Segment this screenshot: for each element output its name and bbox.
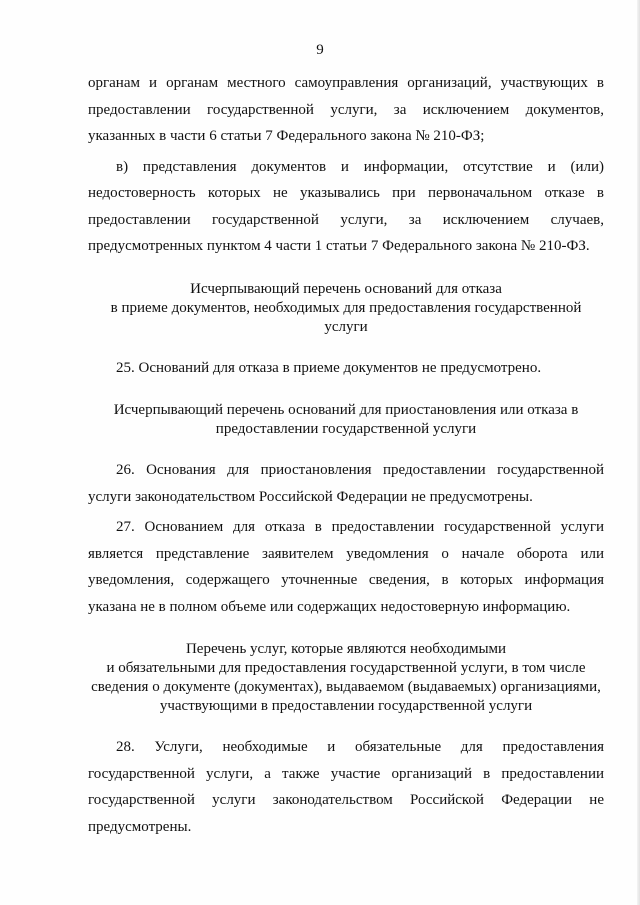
- heading-line: участвующими в предоставлении государственной услуги: [159, 698, 533, 714]
- paragraph-25: 25. Оснований для отказа в приеме документов не предусмотрено.: [116, 359, 542, 376]
- spacer: [88, 716, 604, 734]
- spacer: [88, 260, 604, 280]
- spacer: [88, 439, 604, 457]
- spacer: [88, 620, 604, 640]
- paragraph-28: 28. Услуги, необходимые и обязательные для предоставления государственной услуги, а также участие организаций в предоставлении государственной услуги законодательством Российской Федерации не предусмотрены.: [88, 739, 604, 835]
- section-heading-required-services: [88, 640, 604, 716]
- heading-line: Перечень услуг, которые являются необходимыми: [185, 641, 507, 657]
- paragraph-item-v: в) представления документов и информации, отсутствие и (или) недостоверность которых не указывались при первоначальном отказе в предоставлении государственной услуги, за исключением случаев, предусмотренных пунктом 4 части 1 статьи 7 Федерального закона № 210-ФЗ.: [88, 158, 604, 254]
- heading-line: Исчерпывающий перечень оснований для приостановления или отказа в: [113, 402, 579, 418]
- section-heading-suspension-grounds: [88, 401, 604, 439]
- heading-line: сведения о документе (документах), выдаваемом (выдаваемых) организациями,: [91, 679, 601, 695]
- spacer: [88, 337, 604, 355]
- spacer: [88, 381, 604, 401]
- heading-line: услуги: [324, 318, 368, 335]
- heading-line: в приеме документов, необходимых для предоставления государственной: [110, 299, 582, 316]
- paragraph-26: 26. Основания для приостановления предоставлении государственной услуги законодательством Российской Федерации не предусмотрены.: [88, 462, 604, 505]
- paragraph-continuation: органам и органам местного самоуправления организаций, участвующих в предоставлении государственной услуги, за исключением документов, указанных в части 6 статьи 7 Федерального закона № 210-ФЗ;: [88, 75, 604, 144]
- page-number: 9: [316, 42, 324, 58]
- paragraph-27: 27. Основанием для отказа в предоставлении государственной услуги является представление заявителем уведомления о начале оборота или уведомления, содержащего уточненные сведения, в которых информация указана не в полном объеме или содержащих недостоверную информацию.: [88, 519, 604, 615]
- heading-line: и обязательными для предоставления государственной услуги, в том числе: [106, 660, 586, 676]
- section-heading-refusal-grounds: [88, 280, 604, 337]
- heading-line: предоставлении государственной услуги: [215, 421, 477, 437]
- document-body: [88, 70, 604, 840]
- heading-line: Исчерпывающий перечень оснований для отказа: [190, 280, 502, 297]
